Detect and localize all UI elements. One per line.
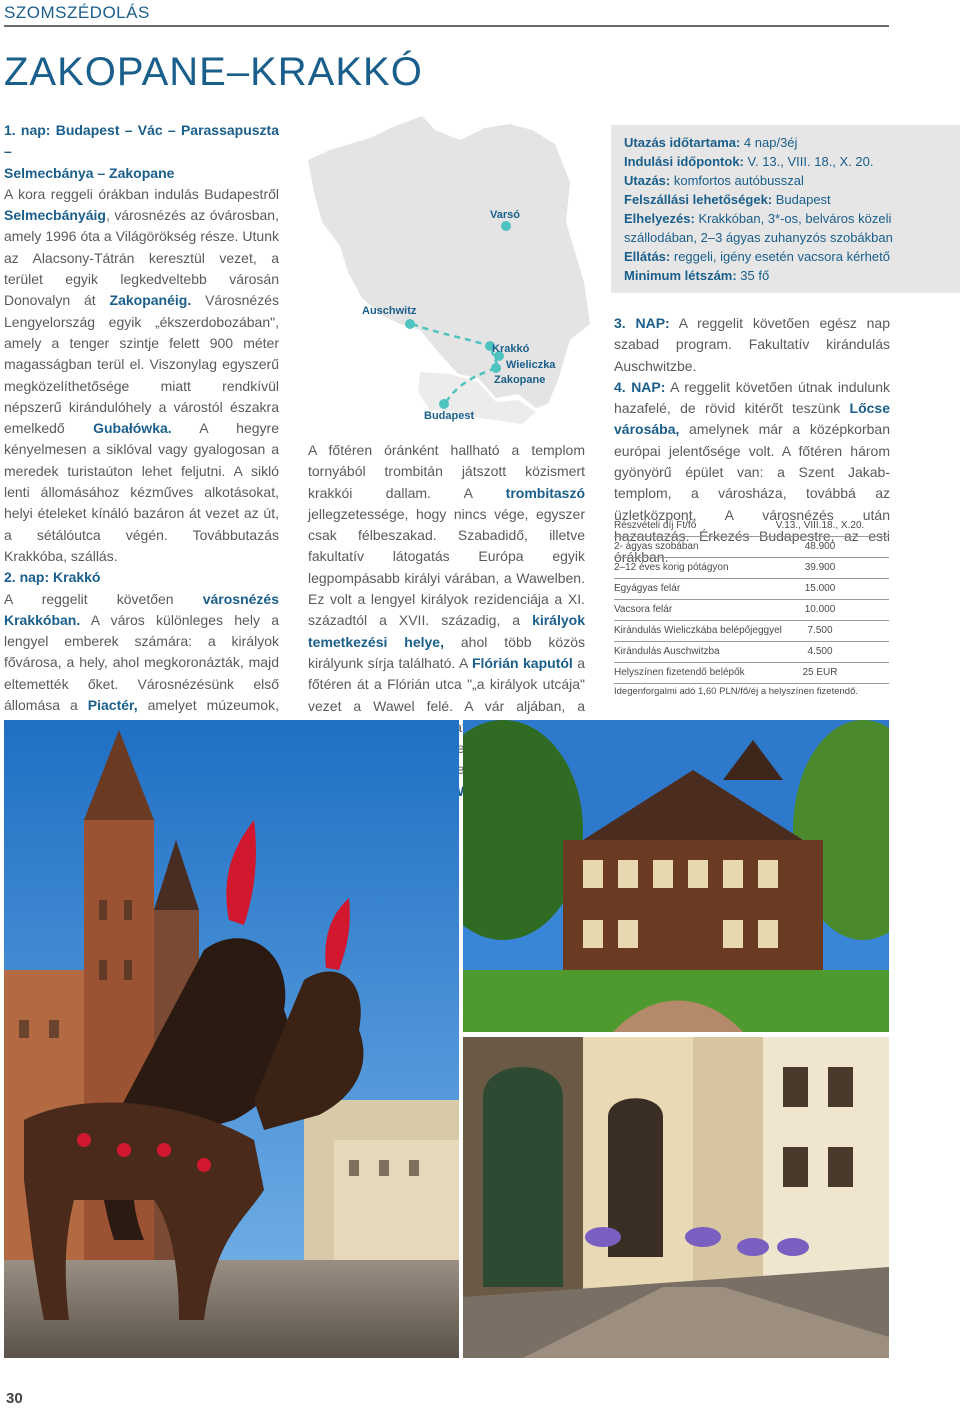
table-row: Egyágyas felár 15.000 [614, 579, 889, 600]
city-label-wieliczka: Wieliczka [506, 359, 556, 371]
info-transport: Utazás: komfortos autóbusszal [624, 173, 804, 188]
info-duration: Utazás időtartama: 4 nap/3éj [624, 135, 798, 150]
price-table [614, 516, 889, 697]
day3-body: 3. NAP: A reggelit követően egész nap szabad program. Fakultatív kirándulás Auschwitzbe. [614, 315, 890, 374]
day1-body: A kora reggeli órákban indulás Budapestről Selmecbányáig, városnézés az óvárosban, amely 1996 óta a Világörökség része. Utunk az Alacsony-Tátrán keresztül vezet, a terület egyik legkedveltebb városán Donovalyn át Zakopanéig. Városnézés Lengyelország egyik „ékszerdobozában", amely a tenger szintje felett 900 méter magasságban terül el. Viszonylag egyszerű megközelíthetősége miatt rendkívül népszerű kirándulóhely a várostól északra emelkedő Gubałówka. A hegyre kényelmesen a siklóval vagy gyalogosan a meredek turistaúton lehet feljutni. A sikló lenti állomásához kézműves alkotásokat, helyi ételeket kínáló bazáron át vezet az út, a sétálóutca végén. Továbbutazás Krakkóba, szállás. [4, 185, 279, 564]
photo-krakow-horses [4, 720, 459, 1358]
day2-body-part2: A főtéren óránként hallható a templom tornyából trombitán játszott közismert krakkói dallam. A trombitaszó jellegzetessége, hogy nincs vége, egyszer csak félbeszakad. Szabadidő, illetve fakultatív látogatás Európa egyik legpompásabb királyi várában, a Wawelben. Ez volt a lengyel királyok rezidenciája a XI. századtól a XVII. századig, a királyok temetkezési helye, ahol több közös királyunk sírja található. A Flórián kaputól a főtéren át a Flórián utca "„a királyok utcája" vezet a Wawel felé. A vár aljában, a [308, 442, 585, 714]
table-row: 2- ágyas szobában 48.900 [614, 537, 889, 558]
city-label-varso: Varsó [490, 209, 520, 221]
photo-zakopane-villa [463, 720, 889, 1032]
trip-info-box [611, 125, 960, 293]
city-dot-varso [501, 221, 511, 231]
info-min-group: Minimum létszám: 35 fő [624, 268, 770, 283]
table-row: Kirándulás Wieliczkába belépőjeggyel 7.500 [614, 621, 889, 642]
tourist-tax-note: Idegenforgalmi adó 1,60 PLN/fő/éj a helyszínen fizetendő. [614, 686, 858, 697]
trip-info-list [624, 133, 954, 285]
city-label-zakopane: Zakopane [494, 374, 546, 386]
photo-old-town-street [463, 1037, 889, 1358]
table-row: Vacsora felár 10.000 [614, 600, 889, 621]
day4-body: 4. NAP: A reggelit követően útnak indulunk hazafelé, de rövid kitérőt teszünk Lőcse városába, amelynek már a középkorban európai jelentősége volt. A főtéren három gyönyörű épület van: a Szent Jakab-templom, a városháza, továbbá az üzletközpont. A városnézés után hazautazás. Érkezés Budapestre, az esti órákban. [614, 378, 890, 566]
header-divider [4, 25, 889, 27]
page-title: ZAKOPANE–KRAKKÓ [4, 50, 423, 94]
city-label-krakko: Krakkó [492, 343, 530, 355]
info-boarding: Felszállási lehetőségek: Budapest [624, 192, 831, 207]
info-departures: Indulási időpontok: V. 13., VIII. 18., X. 20. [624, 154, 874, 169]
info-accommodation: Elhelyezés: Krakkóban, 3*-os, belváros közeli szállodában, 2–3 ágyas zuhanyzós szobákban [624, 211, 893, 245]
table-row: 2–12 éves korig pótágyon 39.900 [614, 558, 889, 579]
city-dot-budapest [439, 399, 449, 409]
city-label-budapest: Budapest [424, 410, 475, 422]
map-svg [300, 112, 600, 432]
city-label-auschwitz: Auschwitz [362, 305, 417, 317]
route-map [300, 112, 600, 432]
table-row: Kirándulás Auschwitzba 4.500 [614, 642, 889, 663]
day1-heading: 1. nap: Budapest – Vác – Parassapuszta – Selmecbánya – Zakopane [4, 122, 279, 181]
section-label: SZOMSZÉDOLÁS [4, 3, 150, 22]
info-meals: Ellátás: reggeli, igény esetén vacsora kérhető [624, 249, 890, 264]
city-dot-zakopane [491, 363, 501, 373]
table-row: Helyszínen fizetendő belépők 25 EUR [614, 663, 889, 684]
page-number: 30 [6, 1390, 23, 1407]
day2-heading: 2. nap: Krakkó [4, 569, 101, 586]
city-dot-auschwitz [405, 319, 415, 329]
day2-body-part1: A reggelit követően városnézés Krakkóban. A város különleges hely a lengyel emberek számára: a királyok fővárosa, a hely, ahol megkoronázták, majd eltemették őket. Városnézésünk első állomása a Piactér, amelyet múzeumok, [4, 590, 279, 714]
price-table-header: Részvételi díj Ft/fő V.13., VIII.18., X.20. [614, 516, 889, 537]
